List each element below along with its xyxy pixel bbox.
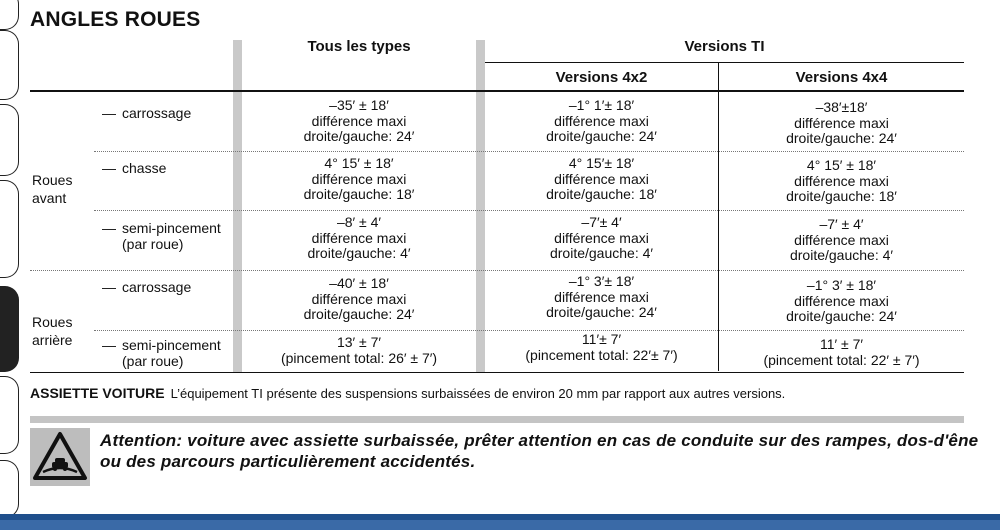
cell-4x2: 4° 15′± 18′ différence maxi droite/gauche: 18′ <box>546 155 657 202</box>
edge-tab[interactable] <box>0 376 19 454</box>
assiette-note <box>30 385 785 401</box>
cell-all-types: –8′ ± 4′ différence maxi droite/gauche: 4′ <box>307 214 411 261</box>
section-title: ANGLES ROUES <box>30 8 201 31</box>
warning-text: Attention: voiture avec assiette surbaissée, prêter attention en cas de conduite sur des rampes, dos-d'êne ou des parcours particulièrement accidentés. <box>100 431 979 471</box>
param-carrossage-rear: — carrossage <box>102 279 192 295</box>
cell-4x4: –1° 3′ ± 18′ différence maxi droite/gauche: 24′ <box>786 277 897 324</box>
edge-tab[interactable] <box>0 30 19 100</box>
header-versions-ti: Versions TI <box>684 38 765 55</box>
param-semi-pincement-front: — semi-pincement (par roue) <box>102 220 221 252</box>
row-separator <box>94 330 964 331</box>
group-separator <box>30 270 964 271</box>
cell-4x4: –7′ ± 4′ différence maxi droite/gauche: 4′ <box>789 216 894 263</box>
row-separator <box>94 210 964 211</box>
warning-road-icon <box>30 428 90 486</box>
header-rule-ti <box>485 62 964 63</box>
cell-all-types: 13′ ± 7′ (pincement total: 26′ ± 7′) <box>280 334 438 366</box>
header-versions-4x4: Versions 4x4 <box>795 69 888 86</box>
warning-box <box>30 428 90 486</box>
cell-4x2: –1° 1′± 18′ différence maxi droite/gauche: 24′ <box>546 97 657 144</box>
header-bottom-rule <box>30 90 964 92</box>
edge-tab[interactable] <box>0 180 19 278</box>
separator-bar <box>30 416 964 423</box>
header-all-types: Tous les types <box>307 38 411 55</box>
viewer-bottom-bar <box>0 514 1000 530</box>
edge-tab[interactable] <box>0 460 19 518</box>
edge-tab[interactable] <box>0 104 19 176</box>
cell-4x4: –38′±18′ différence maxi droite/gauche: 24′ <box>786 99 897 146</box>
group-label-rear: Roues arrière <box>32 314 73 348</box>
assiette-text: L’équipement TI présente des suspensions surbaissées de environ 20 mm par rapport aux autres versions. <box>170 386 786 401</box>
header-versions-4x2: Versions 4x2 <box>555 69 648 86</box>
cut-off-text <box>560 0 920 2</box>
edge-tab-active[interactable] <box>0 286 19 372</box>
param-carrossage-front: — carrossage <box>102 105 192 121</box>
cell-all-types: –40′ ± 18′ différence maxi droite/gauche: 24′ <box>303 275 415 322</box>
assiette-label: ASSIETTE VOITURE <box>30 385 165 401</box>
cell-4x4: 4° 15′ ± 18′ différence maxi droite/gauche: 18′ <box>786 157 897 204</box>
row-separator <box>94 151 964 152</box>
cell-4x4: 11′ ± 7′ (pincement total: 22′ ± 7′) <box>763 336 920 368</box>
table-bottom-rule <box>30 372 964 373</box>
cell-4x2: –1° 3′± 18′ différence maxi droite/gauche: 24′ <box>546 273 657 320</box>
cell-4x2: –7′± 4′ différence maxi droite/gauche: 4′ <box>549 214 654 261</box>
edge-tab[interactable] <box>0 0 19 30</box>
param-semi-pincement-rear: — semi-pincement (par roue) <box>102 337 221 369</box>
param-chasse: — chasse <box>102 160 167 176</box>
cell-4x2: 11′± 7′ (pincement total: 22′± 7′) <box>525 331 678 363</box>
cell-all-types: 4° 15′ ± 18′ différence maxi droite/gauche: 18′ <box>303 155 415 202</box>
group-label-front: Roues avant <box>32 172 73 206</box>
cell-all-types: –35′ ± 18′ différence maxi droite/gauche: 24′ <box>303 97 415 144</box>
